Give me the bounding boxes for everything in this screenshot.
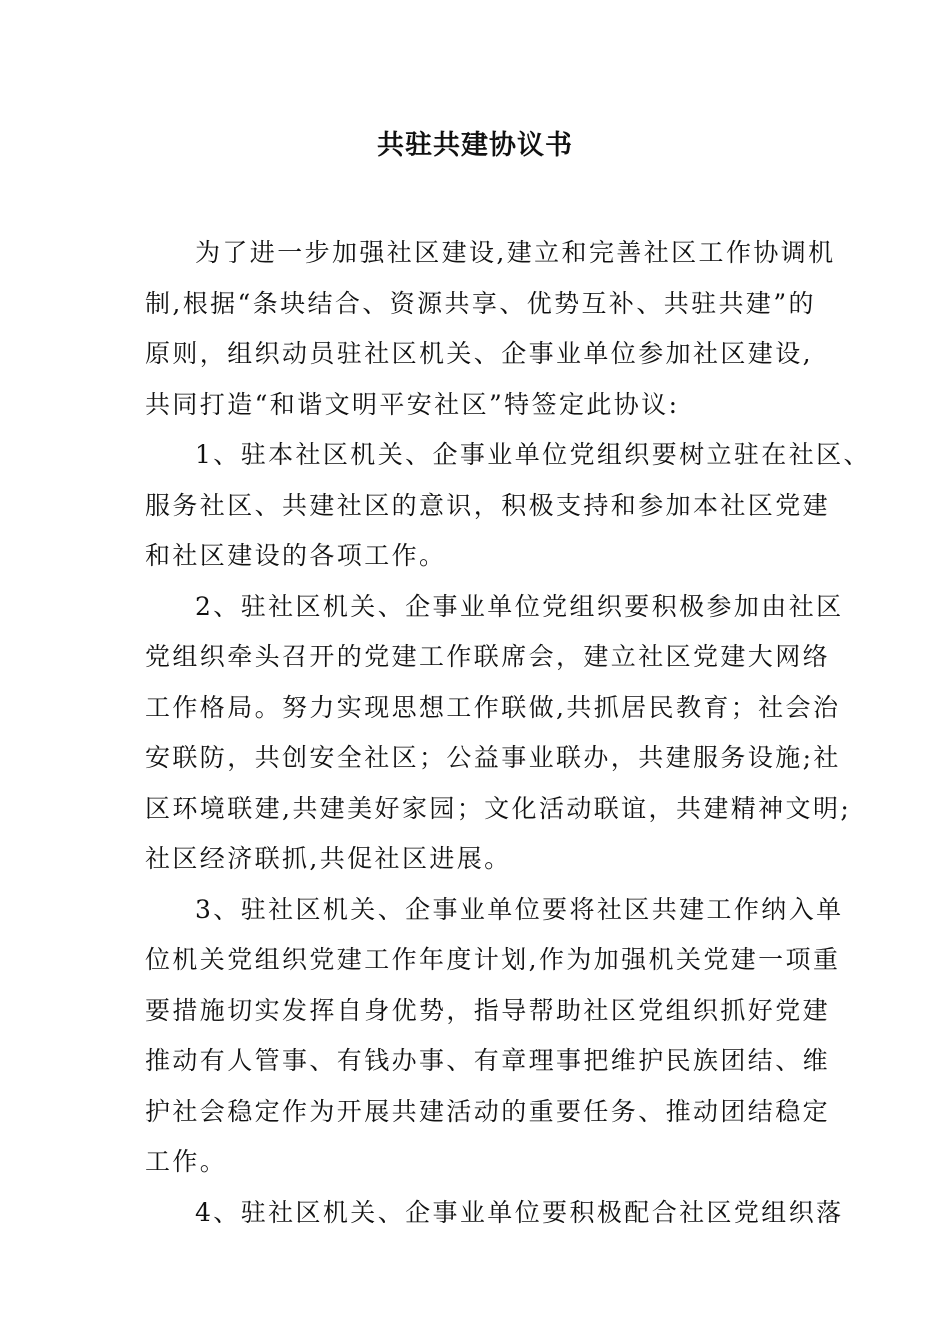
text-line: 为了进一步加强社区建设,建立和完善社区工作协调机 (195, 238, 836, 267)
document-body (145, 228, 871, 1238)
text-line: 共同打造“和谐文明平安社区”特签定此协议: (145, 389, 680, 419)
paragraph-item-4 (145, 1188, 844, 1239)
text-line: 社区经济联抓,共促社区进展。 (145, 844, 512, 873)
text-line: 2、驻社区机关、企事业单位党组织要积极参加由社区 (195, 591, 844, 621)
text-line: 3、驻社区机关、企事业单位要将社区共建工作纳入单 (195, 894, 844, 924)
text-line: 制,根据“条块结合、资源共享、优势互补、共驻共建”的 (145, 288, 816, 318)
text-line: 党组织牵头召开的党建工作联席会，建立社区党建大网络 (145, 642, 831, 671)
text-line: 服务社区、共建社区的意识，积极支持和参加本社区党建 (145, 490, 831, 520)
text-line: 护社会稳定作为开展共建活动的重要任务、推动团结稳定 (145, 1096, 831, 1126)
text-line: 和社区建设的各项工作。 (145, 541, 447, 570)
paragraph-item-1 (145, 430, 871, 582)
text-line: 推动有人管事、有钱办事、有章理事把维护民族团结、维 (145, 1046, 831, 1075)
paragraph-item-2 (145, 582, 852, 885)
text-line: 原则，组织动员驻社区机关、企事业单位参加社区建设, (145, 339, 813, 368)
text-line: 工作格局。努力实现思想工作联做,共抓居民教育；社会治 (145, 692, 841, 722)
text-line: 工作。 (145, 1147, 228, 1176)
paragraph-intro (145, 228, 836, 430)
document-title: 共驻共建协议书 (377, 130, 573, 161)
text-line: 区环境联建,共建美好家园；文化活动联谊，共建精神文明; (145, 793, 852, 823)
text-line: 1、驻本社区机关、企事业单位党组织要树立驻在社区、 (195, 440, 871, 469)
text-line: 安联防，共创安全社区；公益事业联办，共建服务设施;社 (145, 743, 841, 772)
paragraph-item-3 (145, 885, 844, 1188)
text-line: 位机关党组织党建工作年度计划,作为加强机关党建一项重 (145, 945, 841, 974)
text-line: 4、驻社区机关、企事业单位要积极配合社区党组织落 (195, 1197, 844, 1227)
text-line: 要措施切实发挥自身优势，指导帮助社区党组织抓好党建 (145, 995, 831, 1025)
